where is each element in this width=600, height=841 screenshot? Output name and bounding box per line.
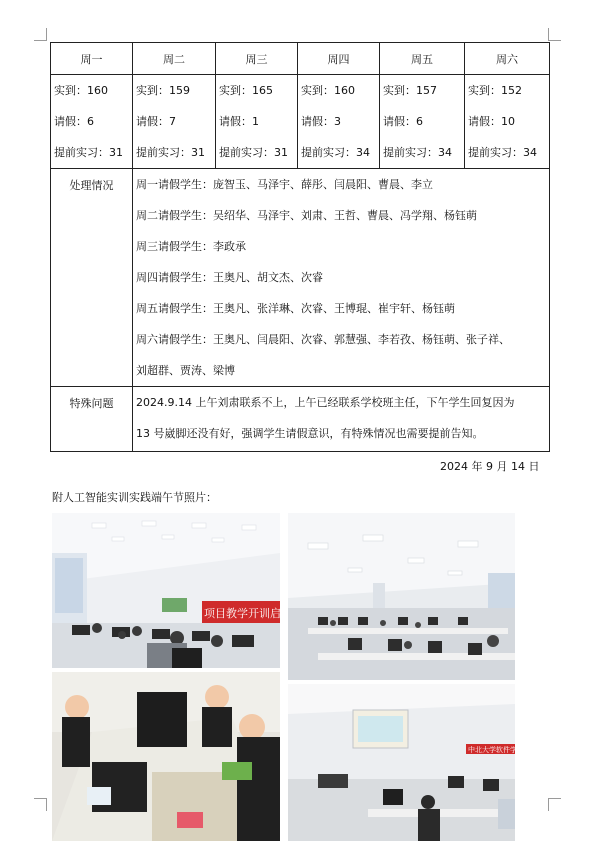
- present-count: 实到：159: [136, 84, 190, 97]
- report-date: 2024 年 9 月 14 日: [440, 460, 540, 473]
- day-header: 周三: [216, 43, 298, 75]
- banner-text: 项目教学开训启: [204, 607, 281, 620]
- present-count: 实到：157: [383, 84, 437, 97]
- handling-label: 处理情况: [69, 179, 114, 192]
- day-header: 周一: [51, 43, 133, 75]
- intern-count: 提前实习：34: [468, 146, 537, 159]
- day-stats-cell: [51, 75, 133, 169]
- special-label-cell: [51, 387, 133, 452]
- day-header: 周五: [380, 43, 465, 75]
- handling-line: 刘超群、贾涛、梁博: [136, 364, 235, 377]
- intern-count: 提前实习：34: [383, 146, 452, 159]
- handling-label-cell: [51, 169, 133, 387]
- present-count: 实到：160: [54, 84, 108, 97]
- day-stats-cell: [133, 75, 216, 169]
- present-count: 实到：160: [301, 84, 355, 97]
- stats-row: [51, 75, 550, 169]
- special-line: 2024.9.14 上午刘肃联系不上，上午已经联系学校班主任，下午学生回复因为: [136, 396, 515, 409]
- leave-count: 请假：1: [219, 115, 259, 128]
- day-stats-cell: [380, 75, 465, 169]
- classroom-photo: [52, 513, 280, 668]
- special-row: [51, 387, 550, 452]
- page-corner-mark: [548, 798, 561, 811]
- special-content-cell: [133, 387, 550, 452]
- photos-caption: 附人工智能实训实践端午节照片：: [52, 491, 217, 504]
- handling-line: 周三请假学生：李政承: [136, 240, 246, 253]
- handling-line: 周五请假学生：王奥凡、张洋琳、次睿、王博琨、崔宇轩、杨钰萌: [136, 302, 455, 315]
- present-count: 实到：165: [219, 84, 273, 97]
- page-corner-mark: [34, 798, 47, 811]
- page-corner-mark: [548, 28, 561, 41]
- day-header: 周二: [133, 43, 216, 75]
- special-label: 特殊问题: [69, 397, 114, 410]
- day-header: 周四: [298, 43, 380, 75]
- students-photo: [52, 672, 280, 841]
- attendance-table: [50, 42, 550, 452]
- projector-lab-photo: [288, 684, 524, 841]
- banner-text: 中北大学软件学院: [468, 746, 524, 754]
- day-stats-cell: [298, 75, 380, 169]
- intern-count: 提前实习：31: [219, 146, 288, 159]
- handling-line: 周六请假学生：王奥凡、闫晨阳、次睿、郭慧强、李若孜、杨钰萌、张子祥、: [136, 333, 510, 346]
- handling-line: 周四请假学生：王奥凡、胡文杰、次睿: [136, 271, 323, 284]
- day-stats-cell: [465, 75, 550, 169]
- intern-count: 提前实习：34: [301, 146, 370, 159]
- computer-lab-photo: [288, 513, 515, 680]
- handling-line: 周一请假学生：庞智玉、马泽宇、薛彤、闫晨阳、曹晨、李立: [136, 178, 433, 191]
- leave-count: 请假：6: [383, 115, 423, 128]
- handling-content-cell: [133, 169, 550, 387]
- leave-count: 请假：10: [468, 115, 515, 128]
- special-line: 13 号崴脚还没有好，强调学生请假意识，有特殊情况也需要提前告知。: [136, 427, 484, 440]
- table-header-row: [51, 43, 550, 75]
- leave-count: 请假：3: [301, 115, 341, 128]
- page-corner-mark: [34, 28, 47, 41]
- present-count: 实到：152: [468, 84, 522, 97]
- day-stats-cell: [216, 75, 298, 169]
- day-header: 周六: [465, 43, 550, 75]
- handling-line: 周二请假学生：吴绍华、马泽宇、刘肃、王哲、曹晨、冯学翔、杨钰萌: [136, 209, 477, 222]
- leave-count: 请假：6: [54, 115, 94, 128]
- leave-count: 请假：7: [136, 115, 176, 128]
- intern-count: 提前实习：31: [136, 146, 205, 159]
- intern-count: 提前实习：31: [54, 146, 123, 159]
- handling-row: [51, 169, 550, 387]
